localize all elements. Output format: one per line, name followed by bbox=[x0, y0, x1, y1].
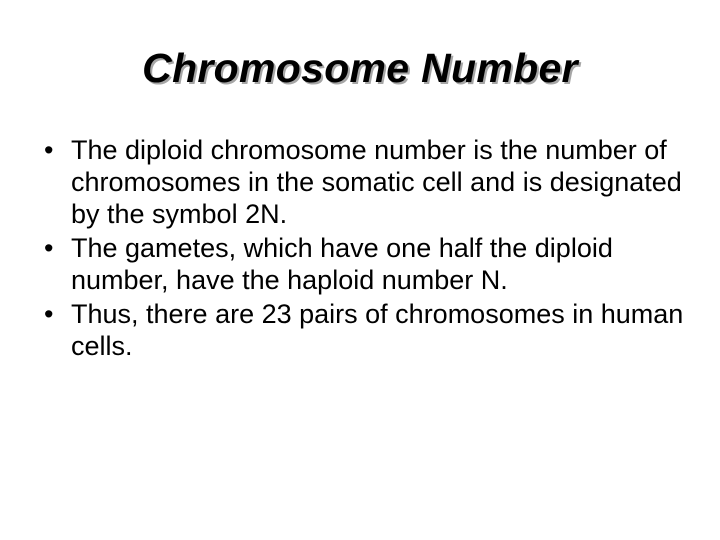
bullet-item bbox=[44, 134, 684, 230]
slide-title: Chromosome Number bbox=[142, 45, 578, 91]
bullet-list bbox=[44, 134, 684, 364]
bullet-text: The diploid chromosome number is the number of chromosomes in the somatic cell and is designated by the symbol 2N. bbox=[71, 135, 682, 229]
bullet-text: The gametes, which have one half the diploid number, have the haploid number N. bbox=[71, 233, 613, 295]
bullet-icon: • bbox=[44, 299, 54, 329]
bullet-text: Thus, there are 23 pairs of chromosomes in human cells. bbox=[71, 299, 684, 361]
bullet-item bbox=[44, 232, 684, 296]
bullet-icon: • bbox=[44, 135, 54, 165]
bullet-item bbox=[44, 298, 684, 362]
bullet-icon: • bbox=[44, 233, 54, 263]
